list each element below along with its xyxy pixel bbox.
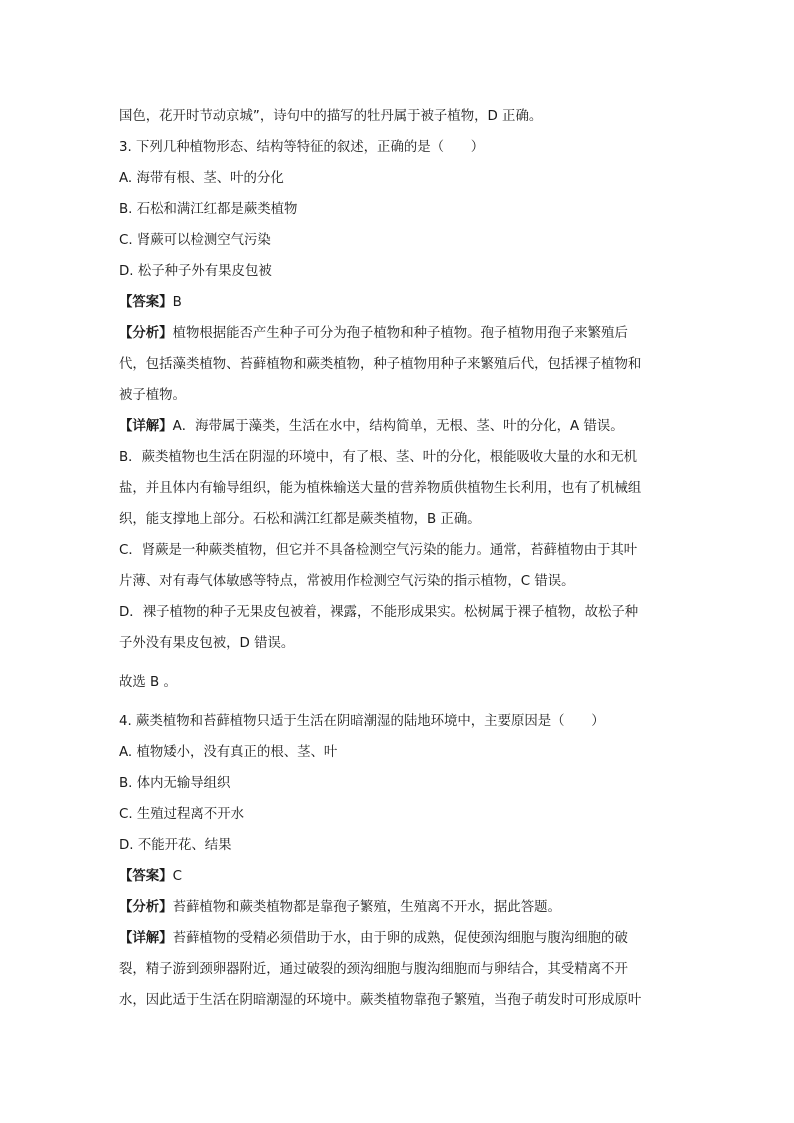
text-line	[119, 597, 679, 628]
question-3-option-d	[119, 256, 679, 287]
line-text: 国色，花开时节动京城”，诗句中的描写的牡丹属于被子植物，D 正确。	[119, 109, 543, 124]
line-text: 子外没有果皮包被，D 错误。	[119, 636, 295, 651]
text-line	[119, 628, 679, 659]
analysis-label: 【分析】	[119, 900, 173, 915]
text-line	[119, 504, 679, 535]
line-text: 盐，并且体内有输导组织，能为植株输送大量的营养物质供植物生长利用，也有了机械组	[119, 481, 642, 496]
line-text: A. 植物矮小，没有真正的根、茎、叶	[119, 745, 338, 760]
question-4-option-d	[119, 830, 679, 861]
text-line	[119, 954, 679, 985]
question-4-option-a	[119, 737, 679, 768]
line-text: 3. 下列几种植物形态、结构等特征的叙述，正确的是（ ）	[119, 140, 485, 155]
question-4-detail	[119, 923, 679, 954]
answer-value: C	[172, 869, 182, 884]
line-text: 水，因此适于生活在阴暗潮湿的环境中。蕨类植物靠孢子繁殖，当孢子萌发时可形成原叶	[119, 993, 642, 1008]
line-text: 植物根据能否产生种子可分为孢子植物和种子植物。孢子植物用孢子来繁殖后	[172, 326, 628, 341]
question-4-option-c	[119, 799, 679, 830]
document-body	[119, 101, 679, 1016]
line-text: D. 不能开花、结果	[119, 838, 232, 853]
question-3-option-c	[119, 225, 679, 256]
question-3-conclusion	[119, 667, 679, 698]
line-text: 故选 B 。	[119, 675, 177, 690]
line-text: 4. 蕨类植物和苔藓植物只适于生活在阴暗潮湿的陆地环境中，主要原因是（ ）	[119, 714, 605, 729]
question-3-answer	[119, 287, 679, 318]
line-text: B．蕨类植物也生活在阴湿的环境中，有了根、茎、叶的分化，根能吸收大量的水和无机	[119, 450, 638, 465]
line-text: 苔藓植物和蕨类植物都是靠孢子繁殖，生殖离不开水，据此答题。	[172, 900, 561, 915]
answer-value: B	[172, 295, 182, 310]
line-text: 裂，精子游到颈卵器附近，通过破裂的颈沟细胞与腹沟细胞而与卵结合，其受精离不开	[119, 962, 628, 977]
line-text: A．海带属于藻类，生活在水中，结构简单，无根、茎、叶的分化，A 错误。	[172, 419, 624, 434]
text-line	[119, 101, 679, 132]
text-line	[119, 985, 679, 1016]
line-text: 代，包括藻类植物、苔藓植物和蕨类植物，种子植物用种子来繁殖后代，包括裸子植物和	[119, 357, 642, 372]
line-text: D. 松子种子外有果皮包被	[119, 264, 272, 279]
question-4-stem	[119, 706, 679, 737]
question-3-analysis	[119, 318, 679, 349]
question-3-option-a	[119, 163, 679, 194]
line-text: A. 海带有根、茎、叶的分化	[119, 171, 284, 186]
line-text: D．裸子植物的种子无果皮包被着，裸露，不能形成果实。松树属于裸子植物，故松子种	[119, 605, 639, 620]
detail-label: 【详解】	[119, 931, 173, 946]
question-4-analysis	[119, 892, 679, 923]
answer-label: 【答案】	[119, 869, 173, 884]
line-text: 被子植物。	[119, 388, 186, 403]
line-text: 苔藓植物的受精必须借助于水，由于卵的成熟，促使颈沟细胞与腹沟细胞的破	[172, 931, 628, 946]
question-3-option-b	[119, 194, 679, 225]
question-4-option-b	[119, 768, 679, 799]
answer-label: 【答案】	[119, 295, 173, 310]
line-text: C. 生殖过程离不开水	[119, 807, 244, 822]
text-line	[119, 380, 679, 411]
line-text: C．肾蕨是一种蕨类植物，但它并不具备检测空气污染的能力。通常，苔藓植物由于其叶	[119, 543, 638, 558]
question-3-stem	[119, 132, 679, 163]
analysis-label: 【分析】	[119, 326, 173, 341]
detail-label: 【详解】	[119, 419, 173, 434]
text-line	[119, 566, 679, 597]
line-text: C. 肾蕨可以检测空气污染	[119, 233, 271, 248]
text-line	[119, 535, 679, 566]
text-line	[119, 349, 679, 380]
question-3-detail	[119, 411, 679, 442]
line-text: 织，能支撑地上部分。石松和满江红都是蕨类植物，B 正确。	[119, 512, 481, 527]
line-text: B. 石松和满江红都是蕨类植物	[119, 202, 298, 217]
question-4-answer	[119, 861, 679, 892]
line-text: B. 体内无输导组织	[119, 776, 231, 791]
text-line	[119, 473, 679, 504]
text-line	[119, 442, 679, 473]
line-text: 片薄、对有毒气体敏感等特点，常被用作检测空气污染的指示植物，C 错误。	[119, 574, 575, 589]
